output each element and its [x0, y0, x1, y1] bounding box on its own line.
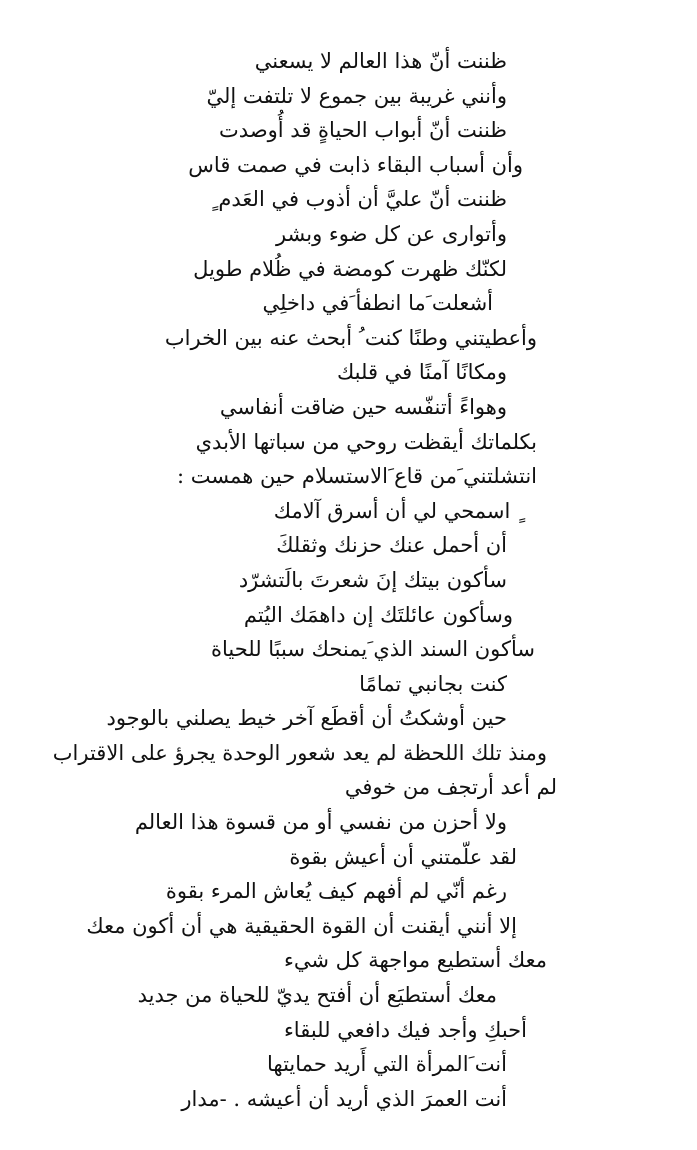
poem-line: ظننت أنّ عليَّ أن أذوب في العَدم ٍ [212, 187, 507, 212]
poem-line: ومنذ تلك اللحظة لم يعد شعور الوحدة يجرؤ على الاقتراب [52, 740, 547, 765]
poem-line: ومكانًا آمنًا في قلبك [336, 360, 507, 385]
poem-line: وأعطيتني وطنًا كنت ُ أبحث عنه بين الخراب [164, 325, 537, 350]
poem-line: وأن أسباب البقاء ذابت في صمت قاس [188, 152, 523, 177]
poem-line: سأكون بيتك إنَ شعرتَ بالَتشرّد [238, 567, 507, 592]
poem-line: أحبكِ وأجد فيك دافعي للبقاء [283, 1017, 527, 1042]
poem-line: سأكون السند الذي َيمنحك سببًا للحياة [210, 637, 535, 662]
poem-line: أشعلت َما انطفأ َفي داخلِي [262, 291, 493, 316]
poem-line: لكنّك ظهرت كومضة في ظُلام طويل [193, 256, 507, 281]
poem-line: كنت بجانبي تمامًا [359, 671, 507, 696]
poem-line: إلا أنني أيقنت أن القوة الحقيقية هي أن أكون معك [86, 913, 517, 938]
poem-line: لم أعد أرتجف من خوفي [344, 775, 557, 800]
poem-signature-line: أنت العمرَ الذي أريد أن أعيشه . -مدار [181, 1086, 507, 1111]
poem-line: لقد علّمتني أن أعيش بقوة [289, 844, 517, 869]
poem-line: رغم أنّي لم أفهم كيف يُعاش المرء بقوة [165, 879, 507, 904]
poem-line: حين أوشكتُ أن أقطَع آخر خيط يصلني بالوجود [106, 706, 507, 731]
poem-line: وهواءً أتنفّسه حين ضاقت أنفاسي [219, 394, 507, 419]
poem-body [0, 44, 697, 1116]
poem-line: أنت َالمرأة التي أَريد حمايتها [267, 1052, 507, 1077]
poem-line: وأتوارى عن كل ضوء وبشر [275, 221, 507, 246]
poem-line: انتشلتني َمن قاع َالاستسلام حين همست : [176, 464, 537, 489]
poem-line: ولا أحزن من نفسي أو من قسوة هذا العالم [134, 810, 507, 835]
poem-line: ظننت أنّ أبواب الحياةٍ قد أُوصدت [219, 118, 507, 143]
poem-line: ظننت أنّ هذا العالم لا يسعني [254, 49, 507, 73]
poem-line: وسأكون عائلتَك إن داهمَك اليُتم [243, 602, 513, 627]
poem-line: أن أحمل عنك حزنك وثقلكَ [276, 533, 507, 558]
poem-line: ٍ اسمحي لي أن أسرق آلامك [273, 498, 517, 523]
poem-line: معك أستطيع مواجهة كل شيء [283, 948, 547, 973]
poem-line: بكلماتك أيقظت روحي من سباتها الأبدي [195, 429, 537, 454]
poem-line: معك أستطيَع أن أفتح يديّ للحياة من جديد [137, 983, 497, 1008]
poem-line: وأنني غريبة بين جموع لا تلتفت إليّ [206, 83, 507, 108]
